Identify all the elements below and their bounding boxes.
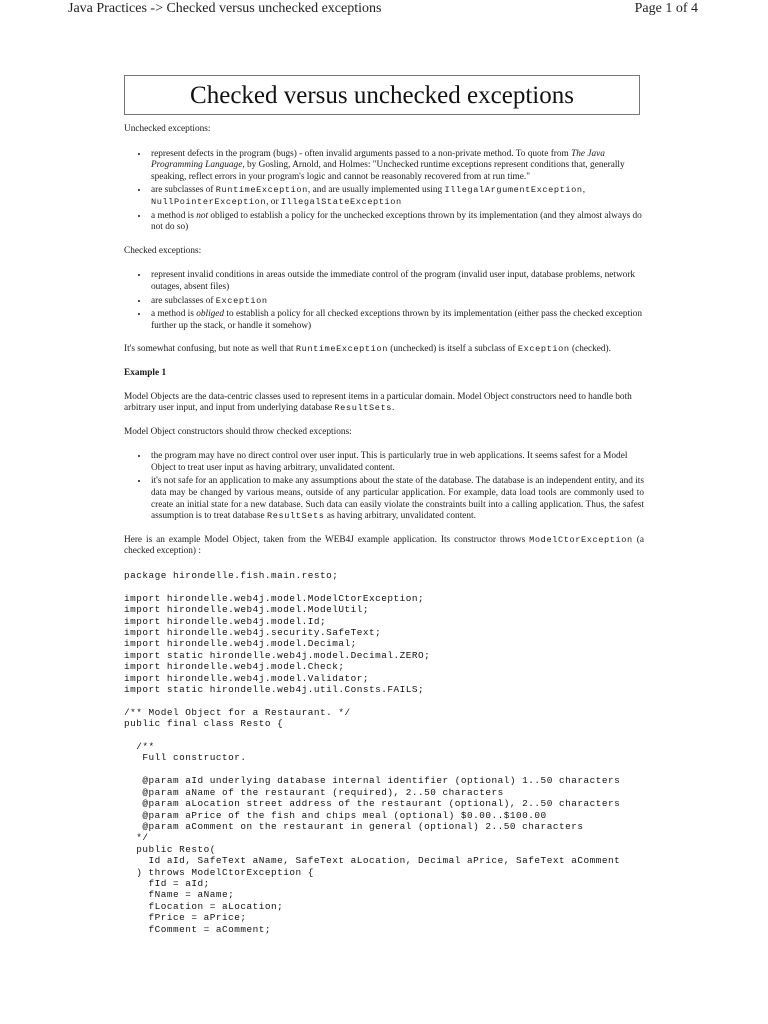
code-inline: IllegalStateException — [280, 196, 402, 207]
code-line: ) throws ModelCtorException { — [124, 866, 314, 878]
code-inline: Exception — [517, 344, 570, 355]
code-line: fPrice = aPrice; — [124, 912, 247, 924]
checked-heading: Checked exceptions: — [124, 245, 202, 256]
code-line: import hirondelle.web4j.model.ModelCtorException; — [124, 592, 425, 604]
example-code-intro: Here is an example Model Object, taken from the WEB4J example application. Its constructor throws ModelCtorException (a checked exception) : — [124, 534, 644, 557]
list-item: • represent defects in the program (bugs) - often invalid arguments passed to a non-private method. To quote from The Java Programming Language, by Gosling, Arnold, and Holmes: "Unchecked runtime exceptions represent conditions that, generally speaking, reflect errors in your program's logic and cannot be reasonably recovered from at run time." — [149, 148, 644, 184]
page-number: Page 1 of 4 — [634, 1, 698, 16]
code-line: /** Model Object for a Restaurant. */ — [124, 706, 351, 718]
list-item: • are subclasses of RuntimeException, and are usually implemented using IllegalArgumentException, NullPointerException, or IllegalStateException — [149, 184, 644, 208]
confusing-note: It's somewhat confusing, but note as well that RuntimeException (unchecked) is itself a subclass of Exception (checked). — [124, 344, 611, 355]
code-line: import hirondelle.web4j.model.Id; — [124, 615, 327, 627]
emphasis: obliged — [196, 309, 225, 320]
code-inline: IllegalArgumentException — [444, 185, 583, 196]
code-line: import hirondelle.web4j.security.SafeText; — [124, 627, 382, 639]
code-line: Id aId, SafeText aName, SafeText aLocation, Decimal aPrice, SafeText aComment — [124, 855, 621, 867]
code-line: fComment = aComment; — [124, 923, 272, 935]
example-list — [124, 450, 644, 523]
code-line: public Resto( — [124, 843, 216, 855]
code-line: package hirondelle.fish.main.resto; — [124, 570, 339, 582]
checked-list — [124, 269, 644, 332]
code-inline: ResultSets — [334, 403, 392, 414]
page-title: Checked versus unchecked exceptions — [124, 75, 640, 115]
code-line: @param aName of the restaurant (required), 2..50 characters — [124, 786, 504, 798]
code-line: fName = aName; — [124, 889, 235, 901]
code-line: import hirondelle.web4j.model.Validator; — [124, 672, 370, 684]
code-inline: RuntimeException — [215, 185, 308, 196]
list-item: • are subclasses of Exception — [149, 295, 644, 308]
code-line: public final class Resto { — [124, 718, 284, 730]
code-line: fId = aId; — [124, 877, 210, 889]
code-line: import hirondelle.web4j.model.Decimal; — [124, 638, 357, 650]
code-line: @param aId underlying database internal identifier (optional) 1..50 characters — [124, 775, 621, 787]
book-title: The Java Programming Language — [151, 148, 605, 171]
header-breadcrumb: Java Practices -> Checked versus unchecked exceptions — [68, 1, 382, 16]
example-lead: Model Object constructors should throw checked exceptions: — [124, 426, 352, 437]
unchecked-list — [124, 148, 644, 234]
page-header — [68, 0, 698, 18]
unchecked-heading: Unchecked exceptions: — [124, 124, 211, 134]
code-line: @param aLocation street address of the restaurant (optional), 2..50 characters — [124, 798, 621, 810]
code-line: import static hirondelle.web4j.util.Consts.FAILS; — [124, 684, 425, 696]
list-item: • it's not safe for an application to make any assumptions about the state of the database. The database is an independent entity, and its data may be changed by various means, outside of any particular application. For example, data load tools are commonly used to create an initial state for a new database. Such data can easily violate the constraints built into a calling application. Thus, the safest assumption is to treat database ResultSets as having arbitrary, unvalidated content. — [149, 475, 644, 522]
code-inline: Exception — [215, 295, 268, 306]
list-item: • a method is not obliged to establish a policy for the unchecked exceptions thrown by its implementation (and they almost always do not do so) — [149, 210, 644, 234]
code-line: import static hirondelle.web4j.model.Decimal.ZERO; — [124, 649, 431, 661]
article-body — [124, 124, 644, 935]
code-line: @param aComment on the restaurant in general (optional) 2..50 characters — [124, 820, 584, 832]
code-block — [124, 570, 644, 935]
code-line: */ — [124, 832, 149, 844]
code-line: import hirondelle.web4j.model.Check; — [124, 661, 345, 673]
code-line: @param aPrice of the fish and chips meal (optional) $0.00..$100.00 — [124, 809, 547, 821]
code-inline: ModelCtorException — [529, 534, 633, 545]
code-line: Full constructor. — [124, 752, 247, 764]
list-item: • represent invalid conditions in areas outside the immediate control of the program (invalid user input, database problems, network outages, absent files) — [149, 269, 644, 293]
code-inline: RuntimeException — [295, 344, 388, 355]
example-intro: Model Objects are the data-centric classes used to represent items in a particular domain. Model Object constructors need to handle both arbitrary user input, and input from underlying database ResultSets. — [124, 391, 632, 414]
code-line: import hirondelle.web4j.model.ModelUtil; — [124, 604, 370, 616]
code-line: /** — [124, 741, 155, 753]
code-inline: NullPointerException — [151, 196, 267, 207]
example-heading: Example 1 — [124, 367, 167, 378]
emphasis: not — [196, 210, 209, 221]
code-inline: ResultSets — [266, 511, 325, 522]
code-line: fLocation = aLocation; — [124, 900, 284, 912]
list-item: • the program may have no direct control over user input. This is particularly true in web applications. It seems safest for a Model Object to treat user input as having arbitrary, unvalidated content. — [149, 450, 644, 474]
list-item: • a method is obliged to establish a policy for all checked exceptions thrown by its implementation (either pass the checked exception further up the stack, or handle it somehow) — [149, 308, 644, 332]
